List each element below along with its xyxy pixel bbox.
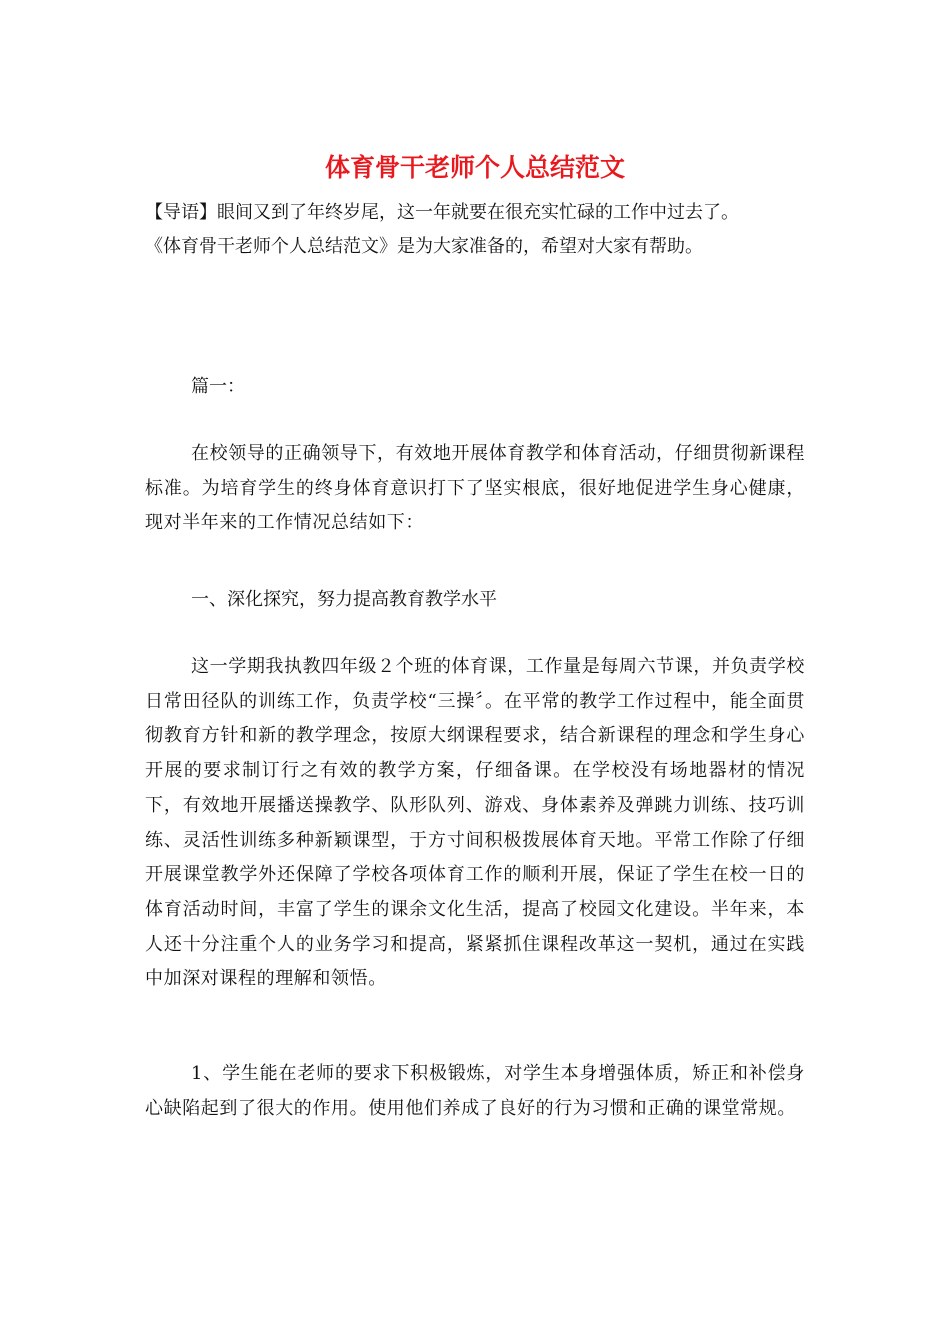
intro-line-1: 【导语】眼间又到了年终岁尾，这一年就要在很充实忙碌的工作中过去了。 [145,202,739,223]
intro-line-2: 《体育骨干老师个人总结范文》是为大家准备的，希望对大家有帮助。 [145,236,703,257]
paragraph-2: 这一学期我执教四年级２个班的体育课，工作量是每周六节课，并负责学校日常田径队的训练工作，负责学校“三操〞。在平常的教学工作过程中，能全面贯彻教育方针和新的教学理念，按原大纲课程要求，结合新课程的理念和学生身心开展的要求制订行之有效的教学方案，仔细备课。在学校没有场地器材的情况下，有效地开展播送操教学、队形队列、游戏、身体素养及弹跳力训练、技巧训练、灵活性训练多种新颖课型，于方寸间积极拨展体育天地。平常工作除了仔细开展课堂教学外还保障了学校各项体育工作的顺利开展，保证了学生在校一日的体育活动时间，丰富了学生的课余文化生活，提高了校园文化建设。半年来，本人还十分注重个人的业务学习和提高，紧紧抓住课程改革这一契机，通过在实践中加深对课程的理解和领悟。 [145,656,805,990]
paragraph-1: 在校领导的正确领导下，有效地开展体育教学和体育活动，仔细贯彻新课程标准。为培育学生的终身体育意识打下了坚实根底，很好地促进学生身心健康，现对半年来的工作情况总结如下： [145,443,805,534]
document-title: 体育骨干老师个人总结范文 [324,153,625,182]
paragraph-3: 1、学生能在老师的要求下积极锻炼，对学生本身增强体质，矫正和补偿身心缺陷起到了很大的作用。使用他们养成了良好的行为习惯和正确的课堂常规。 [145,1063,805,1119]
section-heading-1: 一、深化探究，努力提高教育教学水平 [191,589,497,610]
section-label: 篇一： [191,376,245,397]
